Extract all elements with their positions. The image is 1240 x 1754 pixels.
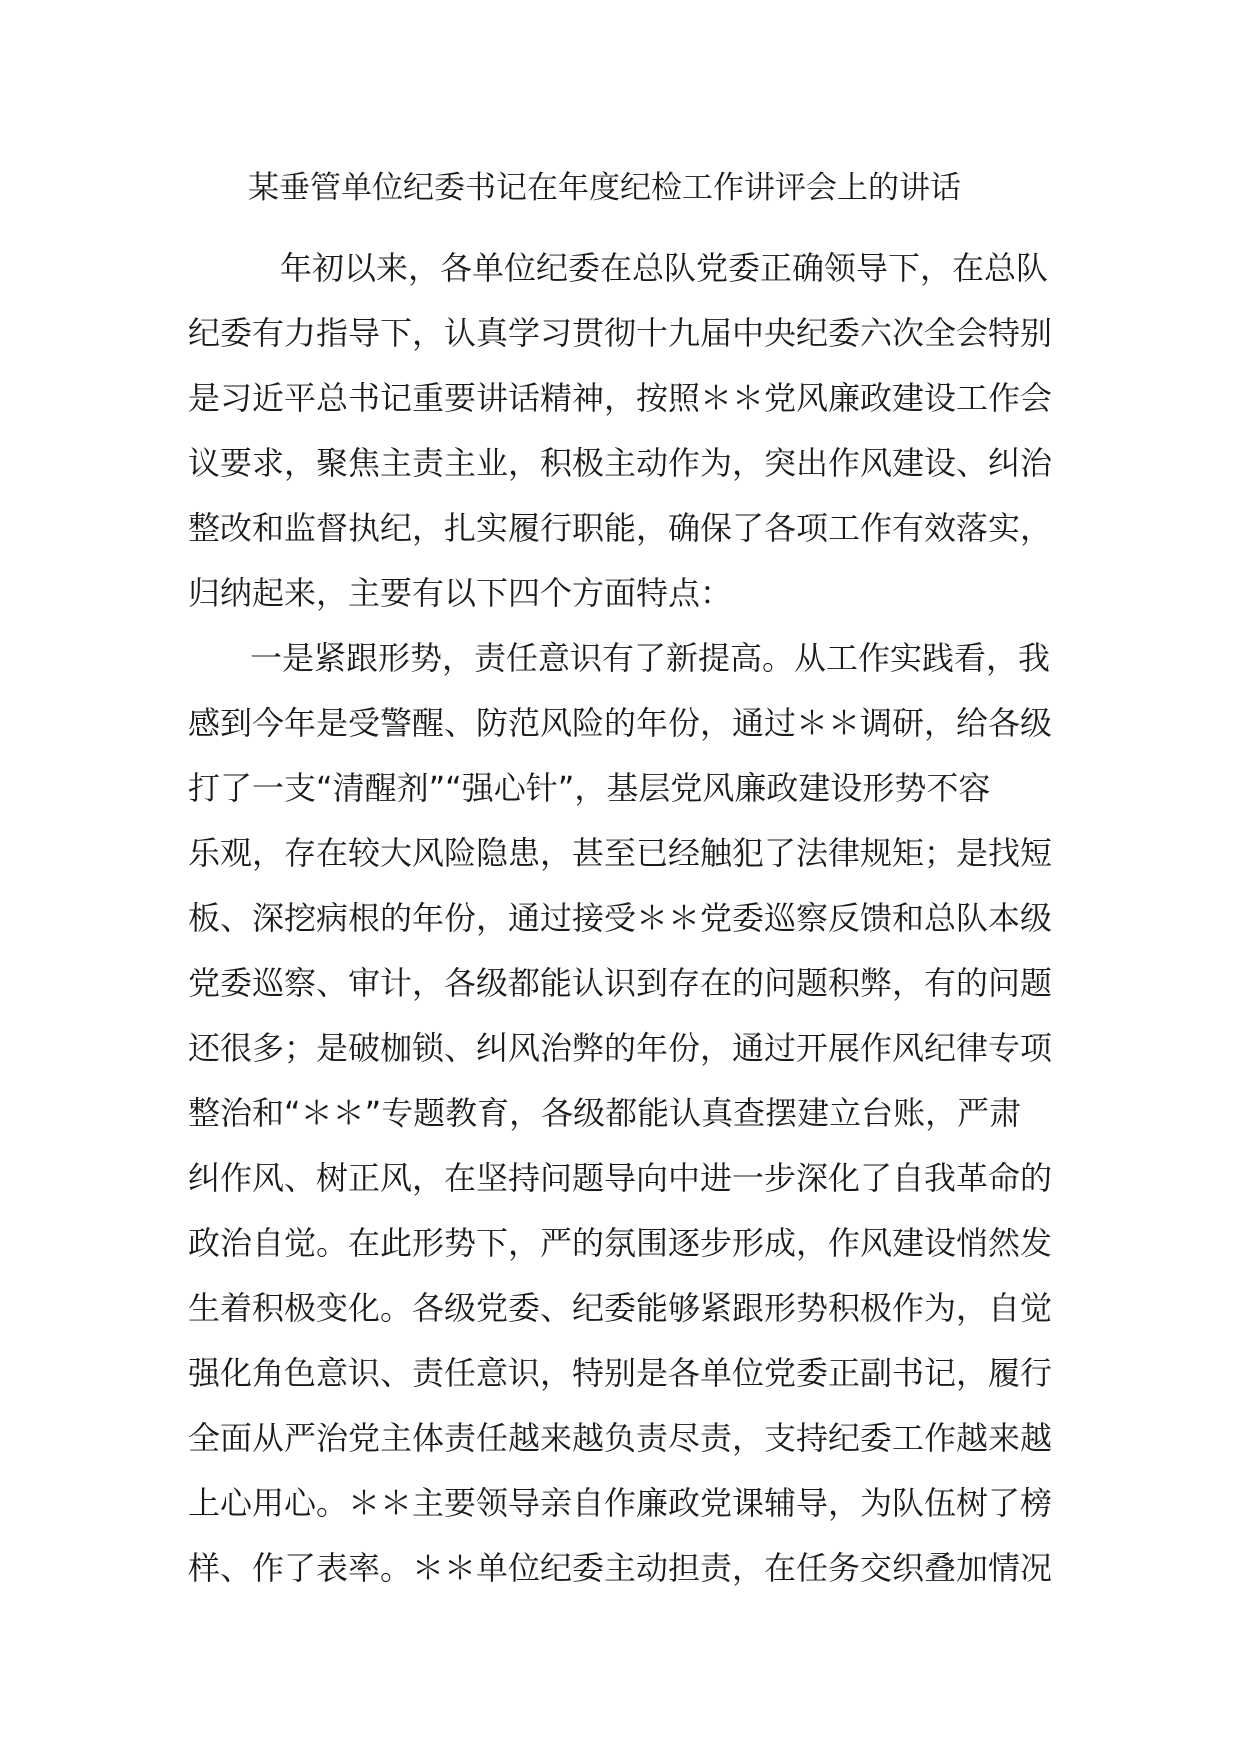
paragraph-2-line-5: 板、深挖病根的年份，通过接受＊＊党委巡察反馈和总队本级 [188,899,1053,937]
paragraph-2-line-9: 纠作风、树正风，在坚持问题导向中进一步深化了自我革命的 [188,1159,1053,1197]
paragraph-2-line-2: 感到今年是受警醒、防范风险的年份，通过＊＊调研，给各级 [188,704,1053,742]
paragraph-2-line-3: 打了一支“清醒剂”“强心针”，基层党风廉政建设形势不容 [188,769,991,807]
document-title: 某垂管单位纪委书记在年度纪检工作讲评会上的讲话 [248,170,961,206]
paragraph-2-line-14: 上心用心。＊＊主要领导亲自作廉政党课辅导，为队伍树了榜 [188,1484,1053,1522]
paragraph-1-line-6: 归纳起来，主要有以下四个方面特点： [188,574,733,612]
paragraph-2-line-12: 强化角色意识、责任意识，特别是各单位党委正副书记，履行 [188,1354,1053,1392]
paragraph-2-line-15: 样、作了表率。＊＊单位纪委主动担责，在任务交织叠加情况 [188,1549,1053,1587]
paragraph-2-line-10: 政治自觉。在此形势下，严的氛围逐步形成，作风建设悄然发 [188,1224,1053,1262]
paragraph-2-line-6: 党委巡察、审计，各级都能认识到存在的问题积弊，有的问题 [188,964,1053,1002]
paragraph-2-line-4: 乐观，存在较大风险隐患，甚至已经触犯了法律规矩；是找短 [188,834,1053,872]
paragraph-1-line-4: 议要求，聚焦主责主业，积极主动作为，突出作风建设、纠治 [188,444,1053,482]
paragraph-2-line-8: 整治和“＊＊”专题教育，各级都能认真查摆建立台账，严肃 [188,1094,1022,1132]
paragraph-1-line-2: 纪委有力指导下，认真学习贯彻十九届中央纪委六次全会特别 [188,314,1053,352]
paragraph-2-line-1: 一是紧跟形势，责任意识有了新提高。从工作实践看，我 [250,639,1051,677]
document-body [188,236,1058,1601]
paragraph-2-line-7: 还很多；是破枷锁、纠风治弊的年份，通过开展作风纪律专项 [188,1029,1053,1067]
paragraph-2-line-11: 生着积极变化。各级党委、纪委能够紧跟形势积极作为，自觉 [188,1289,1053,1327]
paragraph-1-line-1: 年初以来，各单位纪委在总队党委正确领导下，在总队 [280,249,1049,287]
paragraph-2-line-13: 全面从严治党主体责任越来越负责尽责，支持纪委工作越来越 [188,1419,1053,1457]
paragraph-1-line-5: 整改和监督执纪，扎实履行职能，确保了各项工作有效落实， [188,509,1053,547]
paragraph-1-line-3: 是习近平总书记重要讲话精神，按照＊＊党风廉政建设工作会 [188,379,1053,417]
